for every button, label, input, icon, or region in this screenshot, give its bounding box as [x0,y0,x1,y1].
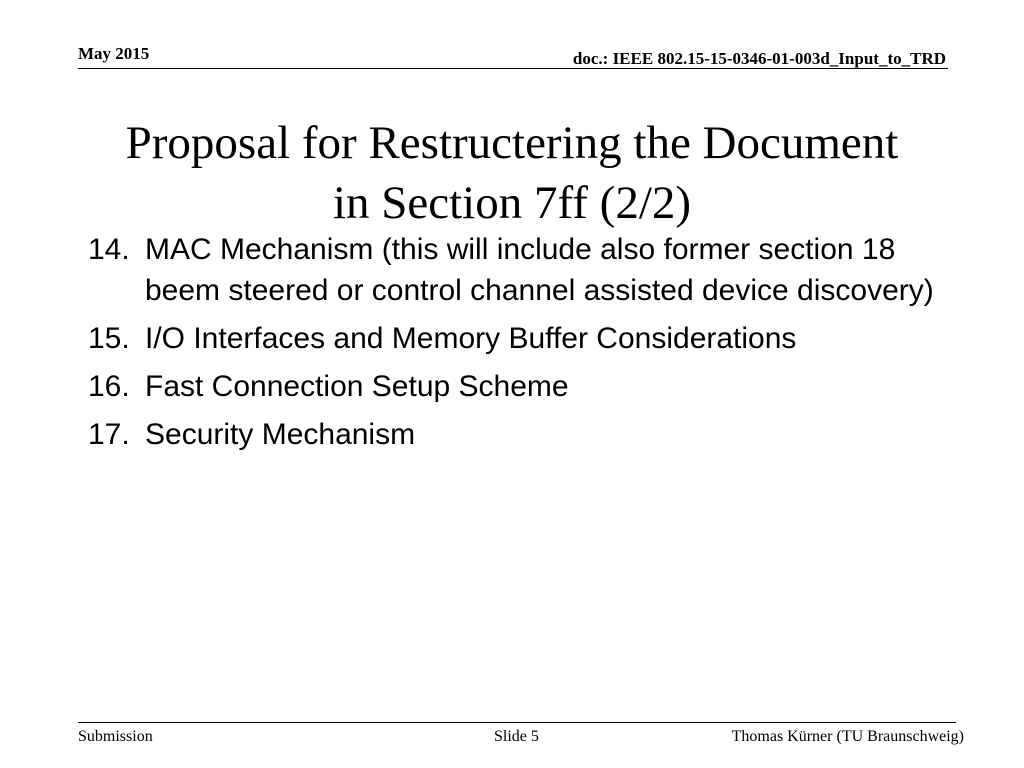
list-item-number: 17. [88,418,130,451]
list-item-number: 16. [88,370,130,403]
list-item [88,414,948,455]
list-item-number: 14. [88,233,130,266]
footer-author: Thomas Kürner (TU Braunschweig) [731,728,964,745]
list-item [88,318,948,359]
list-item [88,229,948,311]
footer-divider [78,722,956,723]
footer-submission: Submission [78,728,153,745]
slide-title [60,113,964,233]
footer-slide-number: Slide 5 [494,728,539,745]
slide-title-line-2: in Section 7ff (2/2) [332,177,692,230]
list-item-text: MAC Mechanism (this will include also former section 18 beem steered or control channel assisted device discovery) [145,233,934,307]
list-item-text: Security Mechanism [145,418,416,451]
header-doc-reference: doc.: IEEE 802.15-15-0346-01-003d_Input_to_TRD [572,49,946,68]
numbered-list [88,229,948,462]
slide-title-line-1: Proposal for Restructering the Document [125,117,899,170]
list-item [88,366,948,407]
list-item-text: Fast Connection Setup Scheme [145,370,569,403]
list-item-number: 15. [88,322,130,355]
list-item-text: I/O Interfaces and Memory Buffer Considerations [145,322,797,355]
header-date: May 2015 [78,44,150,63]
header-divider [78,68,948,69]
